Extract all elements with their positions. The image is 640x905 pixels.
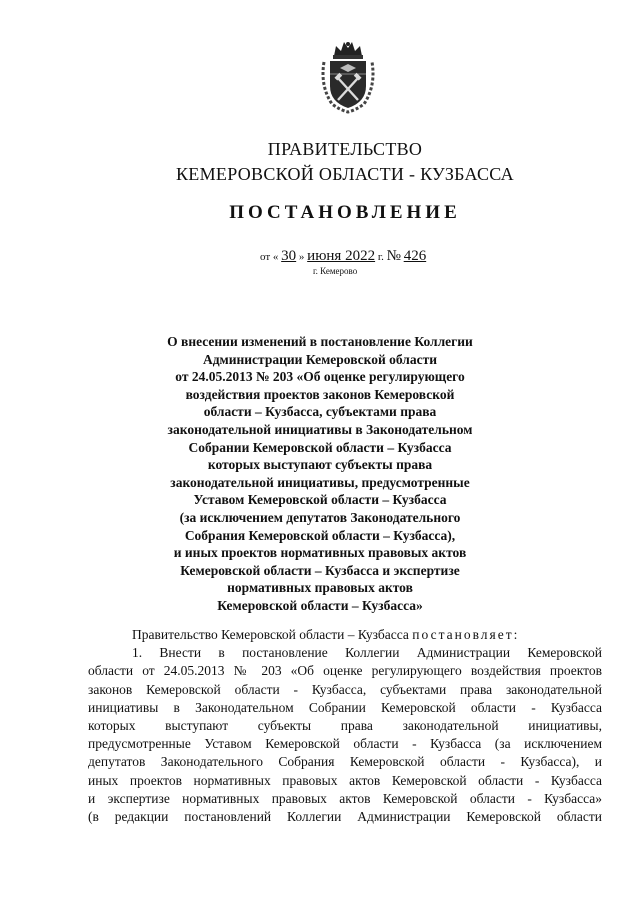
date-mid: » <box>298 251 305 263</box>
title-line: Кемеровской области – Кузбасса» <box>217 597 423 613</box>
title-line: О внесении изменений в постановление Коллегии <box>167 334 473 349</box>
government-name-line2: КЕМЕРОВСКОЙ ОБЛАСТИ - КУЗБАССА <box>176 164 514 184</box>
number-sign: № <box>386 248 401 264</box>
decree-number: 426 <box>403 248 427 264</box>
body-line: (в редакции постановлений Коллегии Администрации Кемеровской области <box>88 809 602 825</box>
intro-text: Правительство Кемеровской области – Кузбасса <box>132 627 413 642</box>
body-line: иных проектов нормативных правовых актов Кемеровской области - Кузбасса <box>88 772 602 788</box>
body-line: области от 24.05.2013 № 203 «Об оценке регулирующего воздействия проектов <box>88 663 602 679</box>
decree-body <box>88 626 602 826</box>
title-line: Уставом Кемеровской области – Кузбасса <box>193 492 447 508</box>
city-name: г. Кемерово <box>313 266 358 276</box>
intro-decrees-word: постановляет: <box>412 627 520 642</box>
title-line: Администрации Кемеровской области <box>202 351 438 367</box>
date-prefix: от « <box>260 251 279 263</box>
title-line: воздействия проектов законов Кемеровской <box>185 386 455 402</box>
date-day: 30 <box>281 248 297 264</box>
government-name-line1: ПРАВИТЕЛЬСТВО <box>267 139 423 159</box>
body-line: 1. Внести в постановление Коллегии Администрации Кемеровской <box>132 645 602 661</box>
decree-title <box>120 333 520 615</box>
title-line: Кемеровской области – Кузбасса и экспертизе <box>180 562 460 578</box>
kuzbass-coat-of-arms-emblem <box>318 38 378 114</box>
body-line: депутатов Законодательного Собрания Кемеровской области - Кузбасса), и <box>88 754 602 770</box>
title-line: (за исключением депутатов Законодательного <box>179 509 461 525</box>
title-line: от 24.05.2013 № 203 «Об оценке регулирующего <box>175 369 465 385</box>
title-line: законодательной инициативы, предусмотренные <box>170 474 470 490</box>
body-line: которых выступают субъекты права законодательной инициативы, <box>88 718 602 734</box>
title-line: законодательной инициативы в Законодательном <box>167 421 473 437</box>
title-line: которых выступают субъекты права <box>207 457 433 473</box>
body-line: инициативы в Законодательном Собрании Кемеровской области - Кузбасса <box>88 699 602 715</box>
title-line: и иных проектов нормативных правовых актов <box>173 545 467 561</box>
date-year-suffix: г. <box>377 251 384 263</box>
decree-date-number <box>260 248 426 265</box>
title-line: Собрания Кемеровской области – Кузбасса), <box>184 527 456 543</box>
decree-heading: ПОСТАНОВЛЕНИЕ <box>229 202 461 223</box>
body-line: предусмотренные Уставом Кемеровской области - Кузбасса (за исключением <box>88 736 602 752</box>
intro-paragraph <box>88 626 602 644</box>
title-line: области – Кузбасса, субъектами права <box>203 404 437 420</box>
body-line: законов Кемеровской области - Кузбасса, субъектами права законодательной <box>88 681 602 697</box>
title-line: нормативных правовых актов <box>227 580 413 596</box>
body-line: и экспертизе нормативных правовых актов Кемеровской области - Кузбасса» <box>88 790 602 806</box>
date-month-year: июня 2022 <box>307 248 376 264</box>
title-line: Собрании Кемеровской области – Кузбасса <box>188 439 452 455</box>
